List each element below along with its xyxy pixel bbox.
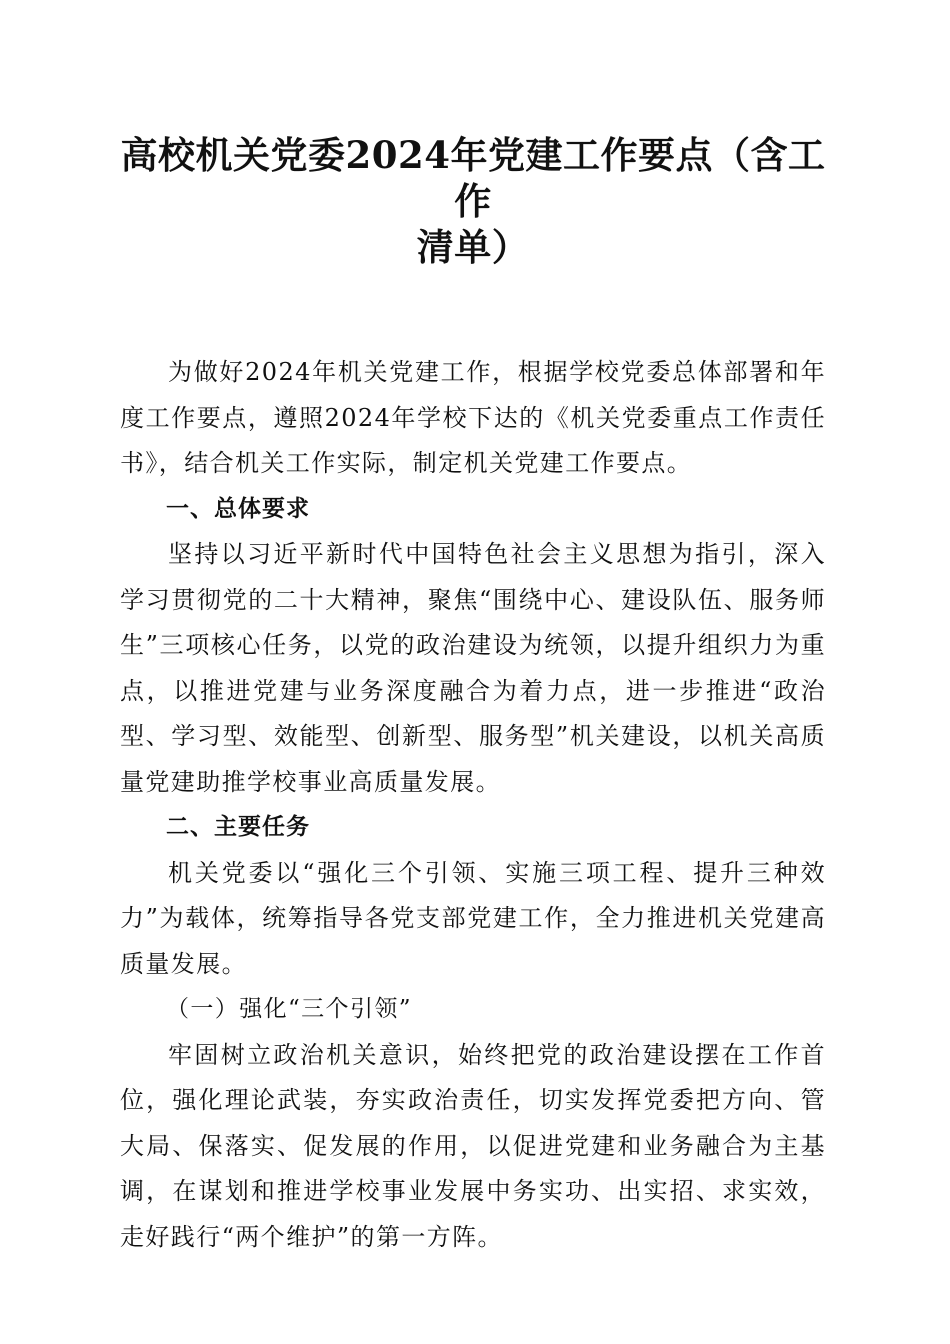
- title-line-2: 清单）: [416, 225, 530, 269]
- main-tasks-paragraph: 机关党委以“强化三个引领、实施三项工程、提升三种效力”为载体，统筹指导各党支部党建工作，全力推进机关党建高质量发展。: [120, 858, 826, 978]
- intro-paragraph: 为做好2024年机关党建工作，根据学校党委总体部署和年度工作要点，遵照2024年学校下达的《机关党委重点工作责任书》，结合机关工作实际，制定机关党建工作要点。: [120, 358, 826, 477]
- three-leads-paragraph: 牢固树立政治机关意识，始终把党的政治建设摆在工作首位，强化理论武装，夯实政治责任，切实发挥党委把方向、管大局、保落实、促发展的作用，以促进党建和业务融合为主基调，在谋划和推进学校事业发展中务实功、出实招、求实效，走好践行“两个维护”的第一方阵。: [120, 1040, 826, 1251]
- section-heading-general-requirements: 一、总体要求: [166, 495, 310, 522]
- document-body: [120, 350, 826, 1260]
- section-heading-main-tasks: 二、主要任务: [166, 814, 310, 840]
- document-title: [120, 132, 826, 270]
- subsection-heading-three-leads: （一）强化“三个引领”: [166, 996, 412, 1022]
- general-requirements-paragraph: 坚持以习近平新时代中国特色社会主义思想为指引，深入学习贯彻党的二十大精神，聚焦“围绕中心、建设队伍、服务师生”三项核心任务，以党的政治建设为统领，以提升组织力为重点，以推进党建与业务深度融合为着力点，进一步推进“政治型、学习型、效能型、创新型、服务型”机关建设，以机关高质量党建助推学校事业高质量发展。: [120, 540, 826, 796]
- title-line-1: 高校机关党委2024年党建工作要点（含工作: [120, 133, 826, 223]
